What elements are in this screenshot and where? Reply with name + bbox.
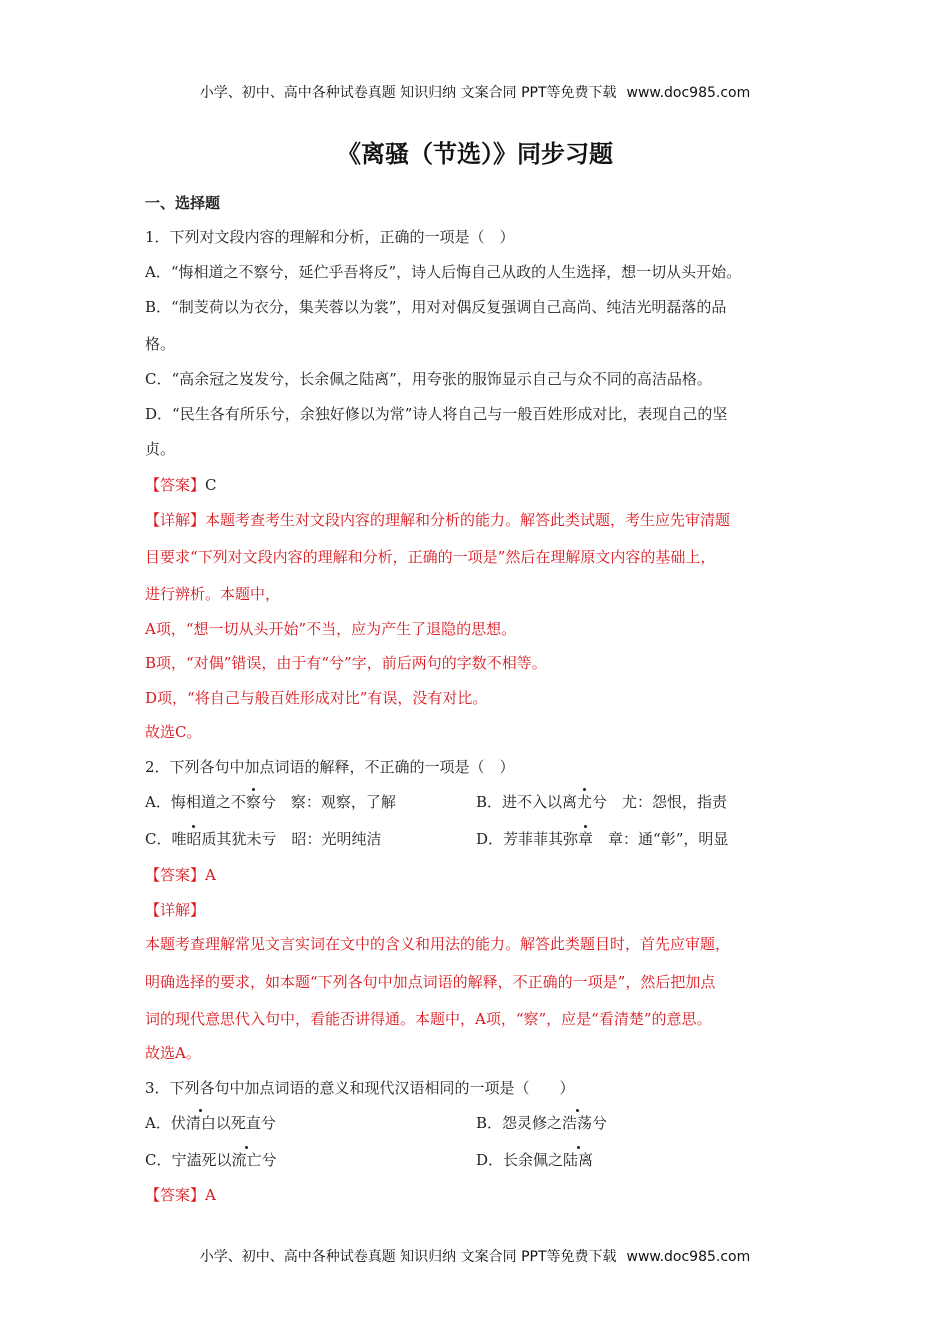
dotted-word: 昭 xyxy=(186,830,202,848)
q1-detail xyxy=(145,510,730,530)
dotted-word: 流亡 xyxy=(231,1151,262,1169)
dotted-word: 陆离 xyxy=(563,1151,594,1169)
q1-option-b-cont: 格。 xyxy=(145,335,176,353)
page-header xyxy=(0,82,950,102)
answer-tag: 【答案】 xyxy=(145,866,206,884)
q2-conclusion: 故选A。 xyxy=(145,1044,201,1062)
dotted-word: 章 xyxy=(578,830,594,848)
q2-stem: 2．下列各句中加点词语的解释，不正确的一项是（ ） xyxy=(145,758,515,776)
q1-option-c: C．“高余冠之岌发兮，长余佩之陆离”，用夸张的服饰显示自己与众不同的高洁品格。 xyxy=(145,370,712,388)
q3-answer xyxy=(145,1185,216,1205)
q1-explain-b: B项，“对偶”错误，由于有“兮”字，前后两句的字数不相等。 xyxy=(145,654,547,672)
option-text: 兮 xyxy=(592,1114,608,1132)
option-text: C．唯 xyxy=(145,830,187,848)
answer-value: C xyxy=(205,476,217,494)
q2-detail-line2: 明确选择的要求，如本题“下列各句中加点词语的解释，不正确的一项是”，然后把加点 xyxy=(145,973,716,991)
header-url[interactable]: www.doc985.com xyxy=(626,85,751,101)
option-text: B．进不入以离 xyxy=(476,793,578,811)
q1-explain-d: D项，“将自己与般百姓形成对比”有误，没有对比。 xyxy=(145,689,488,707)
footer-text: 小学、初中、高中各种试卷真题 知识归纳 文案合同 PPT等免费下载 xyxy=(199,1249,617,1265)
q1-answer xyxy=(145,475,217,495)
detail-tag: 【详解】 xyxy=(145,511,206,529)
answer-tag: 【答案】 xyxy=(145,1186,206,1204)
option-text: 兮 尤：怨恨，指责 xyxy=(592,793,728,811)
footer-url[interactable]: www.doc985.com xyxy=(626,1249,751,1265)
section-heading: 一、选择题 xyxy=(145,194,221,212)
option-text: 质其犹未亏 昭：光明纯洁 xyxy=(201,830,382,848)
q1-option-d-cont: 贞。 xyxy=(145,440,176,458)
q1-stem: 1．下列对文段内容的理解和分析，正确的一项是（ ） xyxy=(145,228,515,246)
q1-detail-line2: 目要求“下列对文段内容的理解和分析，正确的一项是”然后在理解原文内容的基础上， xyxy=(145,548,716,566)
option-text: D．芳菲菲其弥 xyxy=(476,830,579,848)
answer-tag: 【答案】 xyxy=(145,476,206,494)
header-text: 小学、初中、高中各种试卷真题 知识归纳 文案合同 PPT等免费下载 xyxy=(199,85,617,101)
dotted-word: 察 xyxy=(245,793,261,811)
page-title: 《离骚（节选）》同步习题 xyxy=(337,140,613,168)
q2-answer xyxy=(145,865,216,885)
q2-detail-line3: 词的现代意思代入句中，看能否讲得通。本题中，A项，“察”，应是“看清楚”的意思。 xyxy=(145,1010,712,1028)
option-text: B．怨灵修之 xyxy=(476,1114,563,1132)
q1-option-d: D．“民生各有所乐兮，余独好修以为常”诗人将自己与一般百姓形成对比，表现自己的坚 xyxy=(145,405,728,423)
page-footer xyxy=(0,1246,950,1266)
option-text: D．长余佩之 xyxy=(476,1151,564,1169)
option-text: A．悔相道之不 xyxy=(145,793,246,811)
dotted-word: 清白 xyxy=(185,1114,216,1132)
answer-value: A xyxy=(205,1186,216,1204)
q2-option-b xyxy=(476,792,727,812)
q2-option-d xyxy=(476,829,728,849)
option-text: C．宁溘死以 xyxy=(145,1151,232,1169)
q3-stem: 3．下列各句中加点词语的意义和现代汉语相同的一项是（ ） xyxy=(145,1079,575,1097)
q2-option-c xyxy=(145,829,382,849)
q3-option-a xyxy=(145,1113,276,1133)
q2-detail-tag: 【详解】 xyxy=(145,901,206,919)
q2-detail-line1: 本题考查理解常见文言实词在文中的含义和用法的能力。解答此类题目时，首先应审题， xyxy=(145,935,731,953)
dotted-word: 浩荡 xyxy=(562,1114,593,1132)
q1-detail-line3: 进行辨析。本题中， xyxy=(145,585,281,603)
q1-option-a: A．“悔相道之不察兮，延伫乎吾将反”，诗人后悔自己从政的人生选择，想一切从头开始。 xyxy=(145,263,742,281)
answer-value: A xyxy=(205,866,216,884)
option-text: 以死直兮 xyxy=(215,1114,276,1132)
option-text: A．伏 xyxy=(145,1114,186,1132)
q2-option-a xyxy=(145,792,396,812)
q1-option-b: B．“制芰荷以为衣分，集芙蓉以为裳”，用对对偶反复强调自己高尚、纯洁光明磊落的品 xyxy=(145,298,727,316)
q3-option-d xyxy=(476,1150,593,1170)
q1-explain-a: A项，“想一切从头开始”不当，应为产生了退隐的思想。 xyxy=(145,620,517,638)
option-text: 兮 察：观察，了解 xyxy=(260,793,396,811)
dotted-word: 尤 xyxy=(577,793,593,811)
option-text: 章：通“彰”，明显 xyxy=(593,830,729,848)
option-text: 兮 xyxy=(261,1151,277,1169)
q3-option-c xyxy=(145,1150,277,1170)
q3-option-b xyxy=(476,1113,607,1133)
q1-conclusion: 故选C。 xyxy=(145,723,202,741)
detail-text: 本题考查考生对文段内容的理解和分析的能力。解答此类试题，考生应先审清题 xyxy=(205,511,731,529)
